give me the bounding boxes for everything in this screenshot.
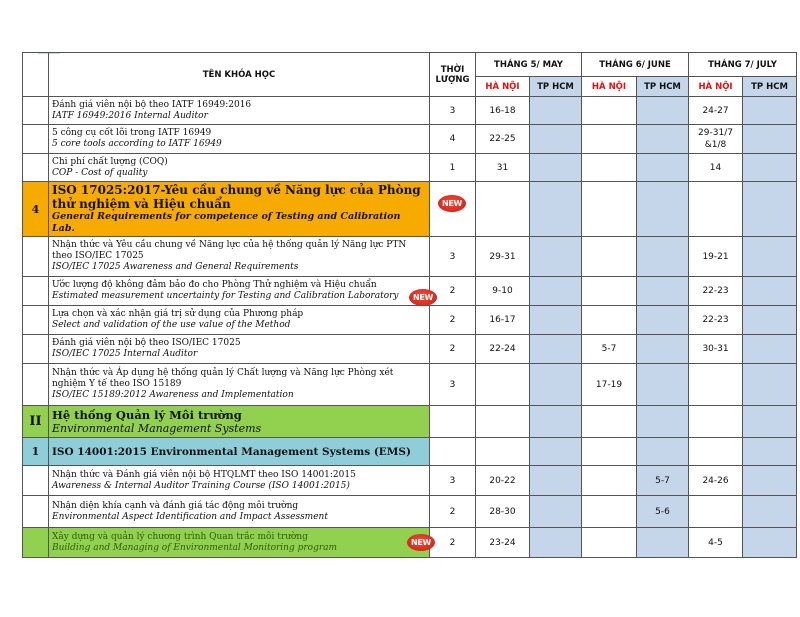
duration-cell: 2 bbox=[430, 277, 476, 306]
course-name-cell bbox=[49, 528, 430, 558]
course-name-vi: Ước lượng độ không đảm bảo đo cho Phòng Thử nghiệm và Hiệu chuẩn bbox=[52, 280, 377, 290]
course-name-vi: Đánh giá viên nội bộ theo IATF 16949:2016 bbox=[52, 99, 252, 110]
course-name-vi: Lựa chọn và xác nhận giá trị sử dụng của Phương pháp bbox=[52, 309, 304, 319]
duration-cell: 4 bbox=[430, 125, 476, 154]
schedule-table bbox=[22, 52, 797, 558]
subsection-title: ISO 14001:2015 Environmental Management Systems (EMS) bbox=[49, 438, 430, 466]
course-name-en: COP - Cost of quality bbox=[52, 167, 148, 178]
index-cell bbox=[23, 125, 49, 154]
may-hanoi-date bbox=[476, 182, 530, 237]
course-name-en: ISO/IEC 17025 Internal Auditor bbox=[52, 349, 198, 359]
july-hanoi-date: 30-31 bbox=[689, 335, 743, 364]
may-hanoi-date: 16-18 bbox=[476, 97, 530, 125]
july-hcm-date bbox=[743, 438, 797, 466]
june-hanoi-date: 17-19 bbox=[582, 364, 637, 406]
course-name-en: Building and Managing of Environmental Monitoring program bbox=[52, 542, 338, 553]
may-hcm-date bbox=[530, 154, 582, 182]
section-title-cell bbox=[49, 406, 430, 438]
course-row bbox=[23, 237, 797, 277]
may-hcm-date bbox=[530, 237, 582, 277]
month-june-header: THÁNG 6/ JUNE bbox=[582, 53, 689, 77]
may-hanoi-date: 28-30 bbox=[476, 496, 530, 528]
july-hanoi-date bbox=[689, 496, 743, 528]
may-hanoi-date bbox=[476, 406, 530, 438]
july-hcm-date bbox=[743, 154, 797, 182]
subsection-row bbox=[23, 438, 797, 466]
header-blank bbox=[23, 53, 49, 97]
index-cell bbox=[23, 528, 49, 558]
may-hcm-date bbox=[530, 335, 582, 364]
july-hcm-date bbox=[743, 277, 797, 306]
index-cell bbox=[23, 496, 49, 528]
index-cell bbox=[23, 237, 49, 277]
july-hanoi-date: 29-31/7 &1/8 bbox=[689, 125, 743, 154]
may-hcm-date bbox=[530, 364, 582, 406]
june-hcm-date bbox=[637, 438, 689, 466]
may-hcm-date bbox=[530, 406, 582, 438]
duration-cell: 2 bbox=[430, 306, 476, 335]
duration-cell: 2 bbox=[430, 335, 476, 364]
new-badge-cell bbox=[430, 182, 476, 237]
course-name-cell bbox=[49, 306, 430, 335]
section-index: 1 bbox=[23, 438, 49, 466]
july-hanoi-date bbox=[689, 438, 743, 466]
june-hanoi-date bbox=[582, 406, 637, 438]
course-name-en: ISO/IEC 17025 Awareness and General Requirements bbox=[52, 262, 299, 272]
may-hcm-date bbox=[530, 438, 582, 466]
july-hanoi-date bbox=[689, 364, 743, 406]
section-index: II bbox=[23, 406, 49, 438]
course-row bbox=[23, 466, 797, 496]
course-name-en: Awareness & Internal Auditor Training Course (ISO 14001:2015) bbox=[52, 480, 350, 491]
may-hcm-date bbox=[530, 306, 582, 335]
duration-cell: 3 bbox=[430, 97, 476, 125]
course-row bbox=[23, 528, 797, 558]
course-row bbox=[23, 335, 797, 364]
may-hanoi-date: 23-24 bbox=[476, 528, 530, 558]
course-name-en: 5 core tools according to IATF 16949 bbox=[52, 139, 222, 149]
course-name-cell bbox=[49, 335, 430, 364]
may-hcm-date bbox=[530, 125, 582, 154]
june-hanoi-date bbox=[582, 97, 637, 125]
section-title-en: General Requirements for competence of Testing and Calibration Lab. bbox=[52, 211, 401, 234]
course-name-vi: Nhận thức và Yêu cầu chung về Năng lực của hệ thống quản lý Năng lực PTN theo ISO/IEC 17025 bbox=[52, 240, 407, 261]
index-cell bbox=[23, 306, 49, 335]
course-row bbox=[23, 125, 797, 154]
may-hcm-date bbox=[530, 528, 582, 558]
city-hanoi-header: HÀ NỘI bbox=[689, 77, 743, 97]
june-hcm-date bbox=[637, 335, 689, 364]
june-hanoi-date bbox=[582, 466, 637, 496]
course-name-en: Select and validation of the use value of the Method bbox=[52, 320, 291, 330]
section-title-vi: Hệ thống Quản lý Môi trường bbox=[52, 408, 242, 422]
july-hcm-date bbox=[743, 97, 797, 125]
may-hanoi-date bbox=[476, 364, 530, 406]
course-name-vi: Nhận diện khía cạnh và đánh giá tác động môi trường bbox=[52, 500, 299, 511]
may-hanoi-date: 20-22 bbox=[476, 466, 530, 496]
section-title-cell bbox=[49, 182, 430, 237]
course-name-cell bbox=[49, 496, 430, 528]
city-hcm-header: TP HCM bbox=[637, 77, 689, 97]
course-row bbox=[23, 97, 797, 125]
june-hanoi-date bbox=[582, 438, 637, 466]
june-hanoi-date bbox=[582, 182, 637, 237]
section-index: 4 bbox=[23, 182, 49, 237]
july-hcm-date bbox=[743, 182, 797, 237]
june-hcm-date bbox=[637, 154, 689, 182]
july-hanoi-date bbox=[689, 406, 743, 438]
june-hcm-date bbox=[637, 277, 689, 306]
section-row bbox=[23, 182, 797, 237]
course-name-cell bbox=[49, 277, 434, 306]
section-title-en: Environmental Management Systems bbox=[52, 422, 262, 435]
duration-cell: 1 bbox=[430, 154, 476, 182]
july-hcm-date bbox=[743, 364, 797, 406]
may-hcm-date bbox=[530, 466, 582, 496]
course-name-en: Environmental Aspect Identification and Impact Assessment bbox=[52, 511, 328, 522]
city-hanoi-header: HÀ NỘI bbox=[476, 77, 530, 97]
course-name-header: TÊN KHÓA HỌC bbox=[49, 53, 430, 97]
may-hanoi-date: 22-24 bbox=[476, 335, 530, 364]
july-hcm-date bbox=[743, 237, 797, 277]
course-name-en: ISO/IEC 15189:2012 Awareness and Implementation bbox=[52, 390, 294, 400]
june-hcm-date bbox=[637, 364, 689, 406]
duration-cell bbox=[430, 438, 476, 466]
new-badge: NEW bbox=[438, 195, 466, 212]
may-hanoi-date: 31 bbox=[476, 154, 530, 182]
june-hanoi-date bbox=[582, 496, 637, 528]
may-hanoi-date bbox=[476, 438, 530, 466]
month-july-header: THÁNG 7/ JULY bbox=[689, 53, 797, 77]
june-hcm-date bbox=[637, 125, 689, 154]
may-hcm-date bbox=[530, 97, 582, 125]
course-row bbox=[23, 277, 797, 306]
july-hcm-date bbox=[743, 528, 797, 558]
new-badge: NEW bbox=[407, 534, 435, 551]
duration-cell: 3 bbox=[430, 237, 476, 277]
duration-cell: 3 bbox=[430, 466, 476, 496]
course-name-vi: Chi phí chất lượng (COQ) bbox=[52, 156, 168, 167]
july-hcm-date bbox=[743, 406, 797, 438]
city-hcm-header: TP HCM bbox=[530, 77, 582, 97]
may-hanoi-date: 9-10 bbox=[476, 277, 530, 306]
course-row bbox=[23, 154, 797, 182]
july-hanoi-date bbox=[689, 182, 743, 237]
july-hanoi-date: 4-5 bbox=[689, 528, 743, 558]
course-name-cell bbox=[49, 466, 430, 496]
june-hcm-date bbox=[637, 528, 689, 558]
july-hcm-date bbox=[743, 496, 797, 528]
june-hcm-date bbox=[637, 237, 689, 277]
june-hcm-date: 5-7 bbox=[637, 466, 689, 496]
index-cell bbox=[23, 97, 49, 125]
course-name-vi: Nhận thức và Đánh giá viên nội bộ HTQLMT theo ISO 14001:2015 bbox=[52, 469, 356, 480]
course-name-cell bbox=[49, 364, 430, 406]
duration-header: THỜI LƯỢNG bbox=[430, 53, 476, 97]
june-hanoi-date bbox=[582, 306, 637, 335]
july-hanoi-date: 22-23 bbox=[689, 277, 743, 306]
june-hanoi-date: 5-7 bbox=[582, 335, 637, 364]
header-row bbox=[23, 53, 797, 77]
course-name-en: Estimated measurement uncertainty for Testing and Calibration Laboratory bbox=[52, 291, 399, 301]
course-row bbox=[23, 496, 797, 528]
july-hcm-date bbox=[743, 466, 797, 496]
duration-cell: 2 bbox=[430, 528, 476, 558]
may-hanoi-date: 29-31 bbox=[476, 237, 530, 277]
city-hanoi-header: HÀ NỘI bbox=[582, 77, 637, 97]
june-hanoi-date bbox=[582, 154, 637, 182]
july-hanoi-date: 24-26 bbox=[689, 466, 743, 496]
section-title-vi: ISO 17025:2017-Yêu cầu chung về Năng lực của Phòng thử nghiệm và Hiệu chuẩn bbox=[52, 183, 421, 211]
duration-cell: 3 bbox=[430, 364, 476, 406]
index-cell bbox=[23, 335, 49, 364]
july-hanoi-date: 14 bbox=[689, 154, 743, 182]
june-hanoi-date bbox=[582, 125, 637, 154]
july-hanoi-date: 22-23 bbox=[689, 306, 743, 335]
course-name-en: IATF 16949:2016 Internal Auditor bbox=[52, 110, 208, 121]
july-hcm-date bbox=[743, 335, 797, 364]
section-row bbox=[23, 406, 797, 438]
course-name-vi: Nhận thức và Áp dụng hệ thống quản lý Chất lượng và Năng lực Phòng xét nghiệm Y tế theo ISO 15189 bbox=[52, 368, 394, 389]
course-row bbox=[23, 306, 797, 335]
june-hanoi-date bbox=[582, 528, 637, 558]
may-hanoi-date: 16-17 bbox=[476, 306, 530, 335]
new-badge: NEW bbox=[409, 289, 437, 306]
month-may-header: THÁNG 5/ MAY bbox=[476, 53, 582, 77]
june-hcm-date bbox=[637, 182, 689, 237]
june-hcm-date bbox=[637, 406, 689, 438]
course-name-vi: Xây dựng và quản lý chương trình Quan trắc môi trường bbox=[52, 531, 308, 542]
may-hcm-date bbox=[530, 182, 582, 237]
may-hcm-date bbox=[530, 496, 582, 528]
june-hcm-date bbox=[637, 97, 689, 125]
index-cell bbox=[23, 154, 49, 182]
course-schedule bbox=[22, 52, 797, 558]
course-name-cell bbox=[49, 125, 430, 154]
july-hanoi-date: 24-27 bbox=[689, 97, 743, 125]
index-cell bbox=[23, 466, 49, 496]
june-hanoi-date bbox=[582, 277, 637, 306]
june-hanoi-date bbox=[582, 237, 637, 277]
index-cell bbox=[23, 364, 49, 406]
course-name-cell bbox=[49, 237, 430, 277]
course-name-vi: 5 công cụ cốt lõi trong IATF 16949 bbox=[52, 128, 212, 138]
course-row bbox=[23, 364, 797, 406]
course-name-cell bbox=[49, 154, 430, 182]
july-hcm-date bbox=[743, 306, 797, 335]
may-hcm-date bbox=[530, 277, 582, 306]
duration-cell: 2 bbox=[430, 496, 476, 528]
course-name-vi: Đánh giá viên nội bộ theo ISO/IEC 17025 bbox=[52, 338, 241, 348]
city-hcm-header: TP HCM bbox=[743, 77, 797, 97]
july-hanoi-date: 19-21 bbox=[689, 237, 743, 277]
june-hcm-date bbox=[637, 306, 689, 335]
july-hcm-date bbox=[743, 125, 797, 154]
may-hanoi-date: 22-25 bbox=[476, 125, 530, 154]
june-hcm-date: 5-6 bbox=[637, 496, 689, 528]
course-name-cell bbox=[49, 97, 430, 125]
index-cell bbox=[23, 277, 49, 306]
duration-cell bbox=[430, 406, 476, 438]
